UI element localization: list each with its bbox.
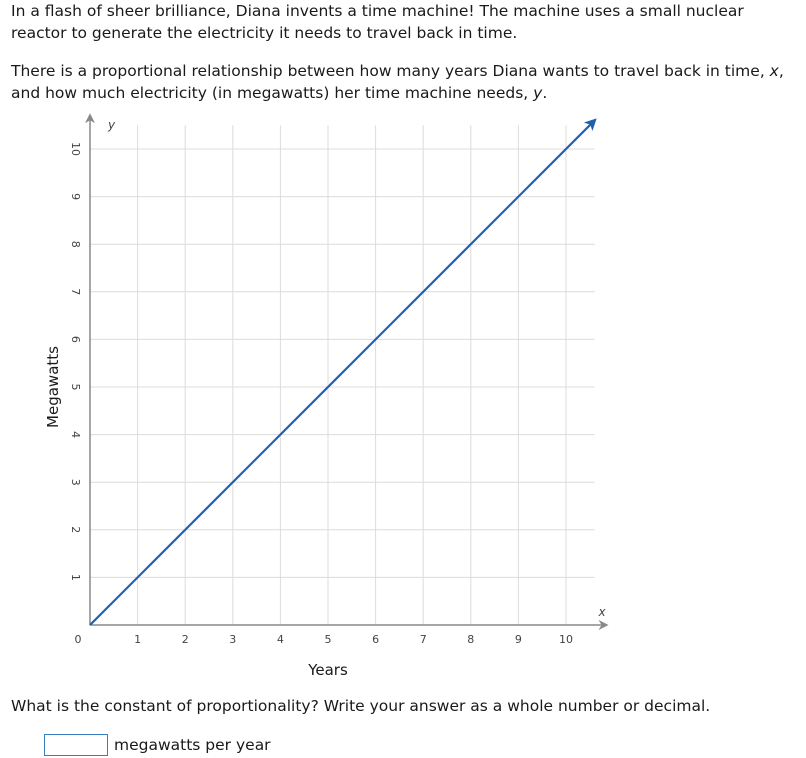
x-tick-label: 1: [134, 633, 142, 646]
y-axis-variable: y: [108, 118, 116, 133]
y-tick-label: 5: [69, 383, 82, 391]
answer-row: [44, 733, 271, 757]
x-tick-label: 8: [467, 633, 475, 646]
x-axis-title: Years: [308, 661, 348, 679]
y-tick-label: 4: [69, 431, 82, 439]
y-tick-label: 1: [69, 573, 82, 581]
y-tick-label: 9: [69, 193, 82, 201]
relationship-text-1: There is a proportional relationship between how many years Diana wants to travel back in time,: [11, 62, 770, 80]
y-tick-label: 8: [69, 240, 82, 248]
x-tick-label: 3: [229, 633, 237, 646]
y-tick-label: 6: [69, 335, 82, 343]
origin-label: 0: [74, 633, 82, 646]
x-tick-label: 4: [276, 633, 284, 646]
x-tick-label: 2: [181, 633, 189, 646]
y-tick-label: 7: [69, 288, 82, 296]
x-variable: x: [769, 62, 779, 80]
x-tick-label: 9: [514, 633, 522, 646]
answer-units: megawatts per year: [114, 736, 271, 754]
question-text: What is the constant of proportionality? Write your answer as a whole number or decimal.: [11, 697, 711, 715]
x-tick-label: 5: [324, 633, 332, 646]
y-tick-label: 3: [69, 478, 82, 486]
relationship-text-3: .: [542, 84, 548, 102]
x-tick-label: 6: [372, 633, 380, 646]
y-tick-label: 10: [69, 142, 82, 156]
x-axis-variable: x: [598, 605, 606, 619]
x-tick-label: 10: [559, 633, 573, 646]
y-axis-title: Megawatts: [44, 346, 62, 428]
answer-input[interactable]: [44, 734, 108, 756]
y-tick-label: 2: [69, 526, 82, 534]
x-tick-label: 7: [419, 633, 427, 646]
y-variable: y: [533, 84, 543, 102]
problem-intro: In a flash of sheer brilliance, Diana invents a time machine! The machine uses a small nuclear reactor to generate the electricity it needs to travel back in time.: [11, 2, 744, 42]
relationship-text-2: , and how much electricity (in megawatts) her time machine needs,: [11, 62, 784, 102]
